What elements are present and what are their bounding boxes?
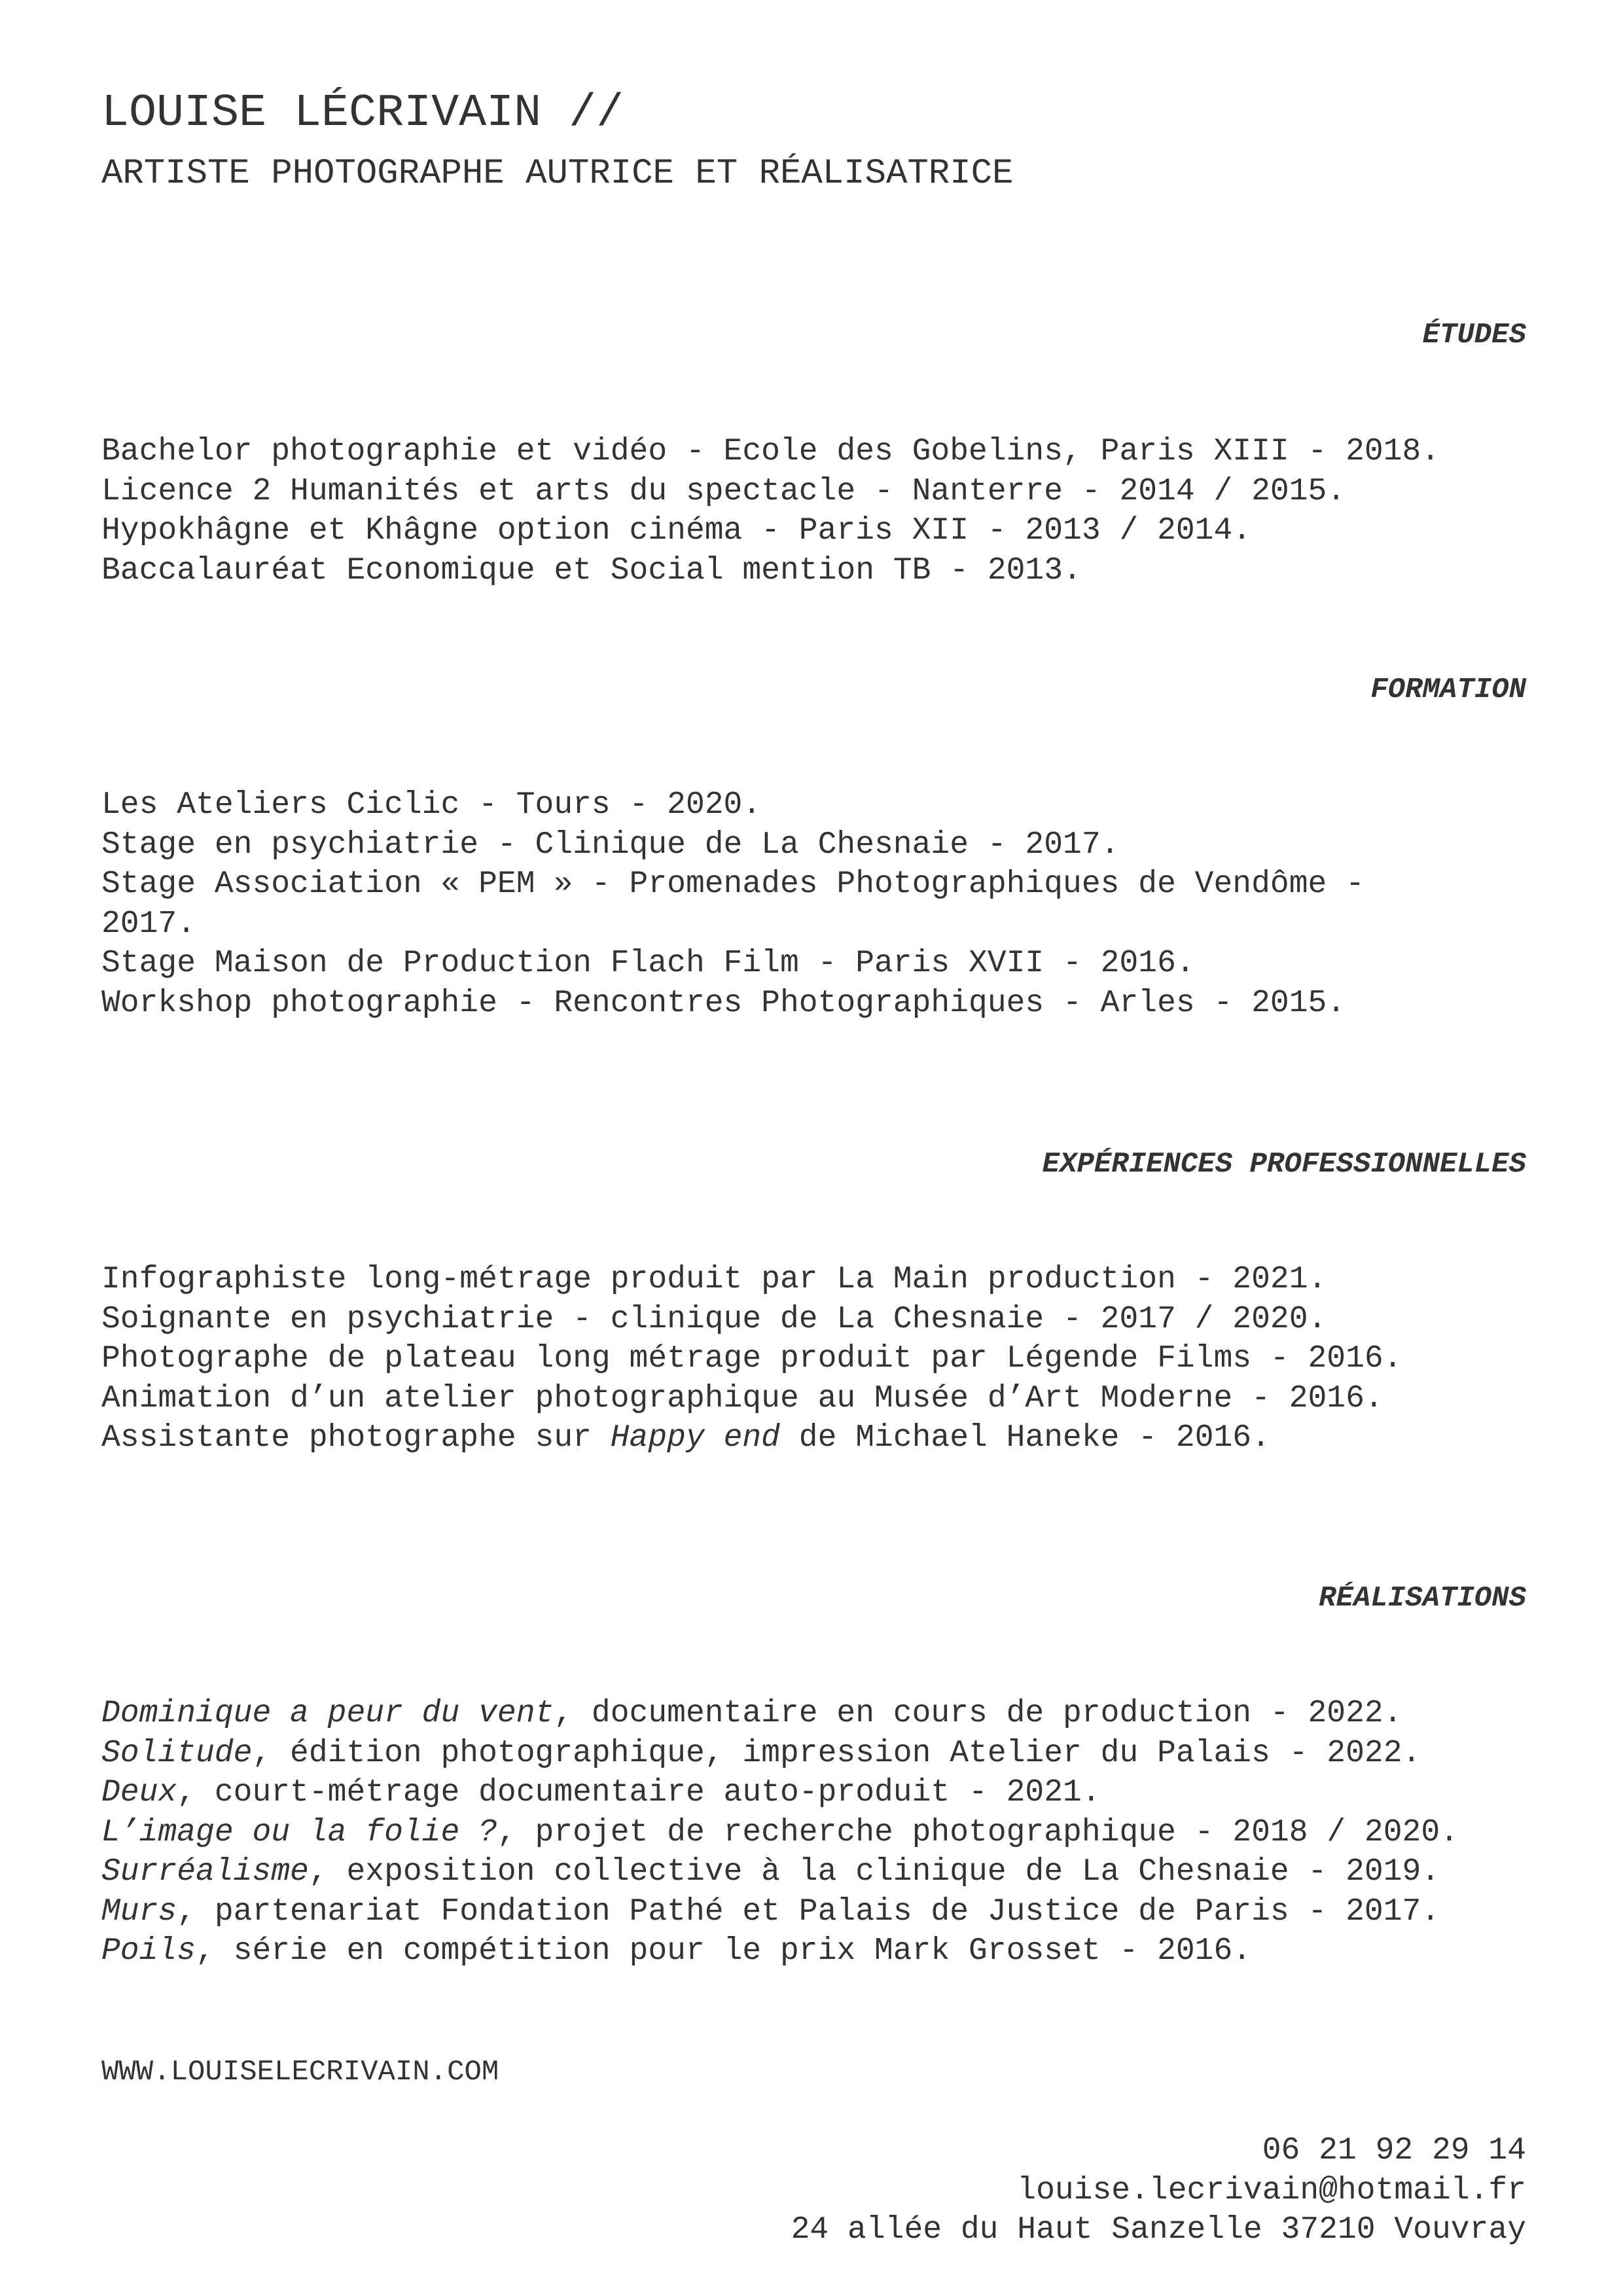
list-item: Hypokhâgne et Khâgne option cinéma - Paris XII - 2013 / 2014. <box>101 513 1252 548</box>
work-title: Deux <box>101 1775 177 1810</box>
list-item: Workshop photographie - Rencontres Photographiques - Arles - 2015. <box>101 985 1346 1021</box>
list-item: Soignante en psychiatrie - clinique de La Chesnaie - 2017 / 2020. <box>101 1301 1327 1337</box>
work-title: L’image ou la folie ? <box>101 1814 497 1850</box>
item-text: de Michael Haneke - 2016. <box>779 1420 1270 1456</box>
list-item <box>101 1734 1541 1774</box>
section-heading-realisations: RÉALISATIONS <box>1319 1582 1526 1615</box>
item-text: , série en compétition pour le prix Mark Grosset - 2016. <box>196 1933 1252 1969</box>
list-item <box>101 1892 1541 1932</box>
item-text: , court-métrage documentaire auto-produit - 2021. <box>177 1775 1101 1810</box>
list-item: Stage Maison de Production Flach Film - Paris XVII - 2016. <box>101 946 1195 981</box>
list-item: Infographiste long-métrage produit par La Main production - 2021. <box>101 1262 1327 1297</box>
list-item <box>101 1931 1541 1971</box>
list-item: Stage en psychiatrie - Clinique de La Chesnaie - 2017. <box>101 827 1120 863</box>
item-text: , édition photographique, impression Atelier du Palais - 2022. <box>252 1735 1421 1771</box>
cv-name-title: LOUISE LÉCRIVAIN // <box>101 88 624 139</box>
work-title: Poils <box>101 1933 196 1969</box>
experiences-list <box>101 1260 1541 1458</box>
list-item: Bachelor photographie et vidéo - Ecole des Gobelins, Paris XIII - 2018. <box>101 434 1440 469</box>
work-title: Dominique a peur du vent <box>101 1696 554 1731</box>
list-item <box>101 1773 1541 1813</box>
work-title: Solitude <box>101 1735 253 1771</box>
list-item: Animation d’un atelier photographique au Musée d’Art Moderne - 2016. <box>101 1380 1383 1416</box>
etudes-list <box>101 432 1541 590</box>
list-item <box>101 1852 1541 1892</box>
work-title: Murs <box>101 1893 177 1929</box>
list-item: Photographe de plateau long métrage produit par Légende Films - 2016. <box>101 1341 1402 1376</box>
formation-list <box>101 785 1541 1023</box>
work-title: Surréalisme <box>101 1854 309 1890</box>
list-item: 2017. <box>101 906 196 942</box>
item-text: , partenariat Fondation Pathé et Palais de Justice de Paris - 2017. <box>177 1893 1440 1929</box>
list-item: Baccalauréat Economique et Social mention TB - 2013. <box>101 552 1082 588</box>
list-item <box>101 1694 1541 1734</box>
section-heading-formation: FORMATION <box>1370 673 1526 706</box>
section-heading-experiences: EXPÉRIENCES PROFESSIONNELLES <box>1042 1148 1526 1181</box>
phone-number: 06 21 92 29 14 <box>1262 2133 1526 2168</box>
cv-role-subtitle: ARTISTE PHOTOGRAPHE AUTRICE ET RÉALISATRICE <box>101 154 1014 194</box>
list-item: Stage Association « PEM » - Promenades Photographiques de Vendôme - <box>101 867 1364 902</box>
section-heading-etudes: ÉTUDES <box>1422 319 1526 351</box>
postal-address: 24 allée du Haut Sanzelle 37210 Vouvray <box>791 2212 1526 2248</box>
list-item <box>101 1813 1541 1853</box>
item-text: , documentaire en cours de production - 2022. <box>554 1696 1402 1731</box>
list-item <box>101 1418 1541 1458</box>
list-item: Les Ateliers Ciclic - Tours - 2020. <box>101 787 762 823</box>
list-item: Licence 2 Humanités et arts du spectacle - Nanterre - 2014 / 2015. <box>101 473 1346 509</box>
item-text: , exposition collective à la clinique de La Chesnaie - 2019. <box>308 1854 1440 1890</box>
item-text: , projet de recherche photographique - 2018 / 2020. <box>497 1814 1459 1850</box>
film-title: Happy end <box>610 1420 780 1456</box>
item-text: Assistante photographe sur <box>101 1420 611 1456</box>
website-link[interactable]: WWW.LOUISELECRIVAIN.COM <box>101 2056 499 2089</box>
email-address[interactable]: louise.lecrivain@hotmail.fr <box>1017 2172 1526 2208</box>
contact-block <box>791 2131 1526 2250</box>
realisations-list <box>101 1694 1541 1971</box>
